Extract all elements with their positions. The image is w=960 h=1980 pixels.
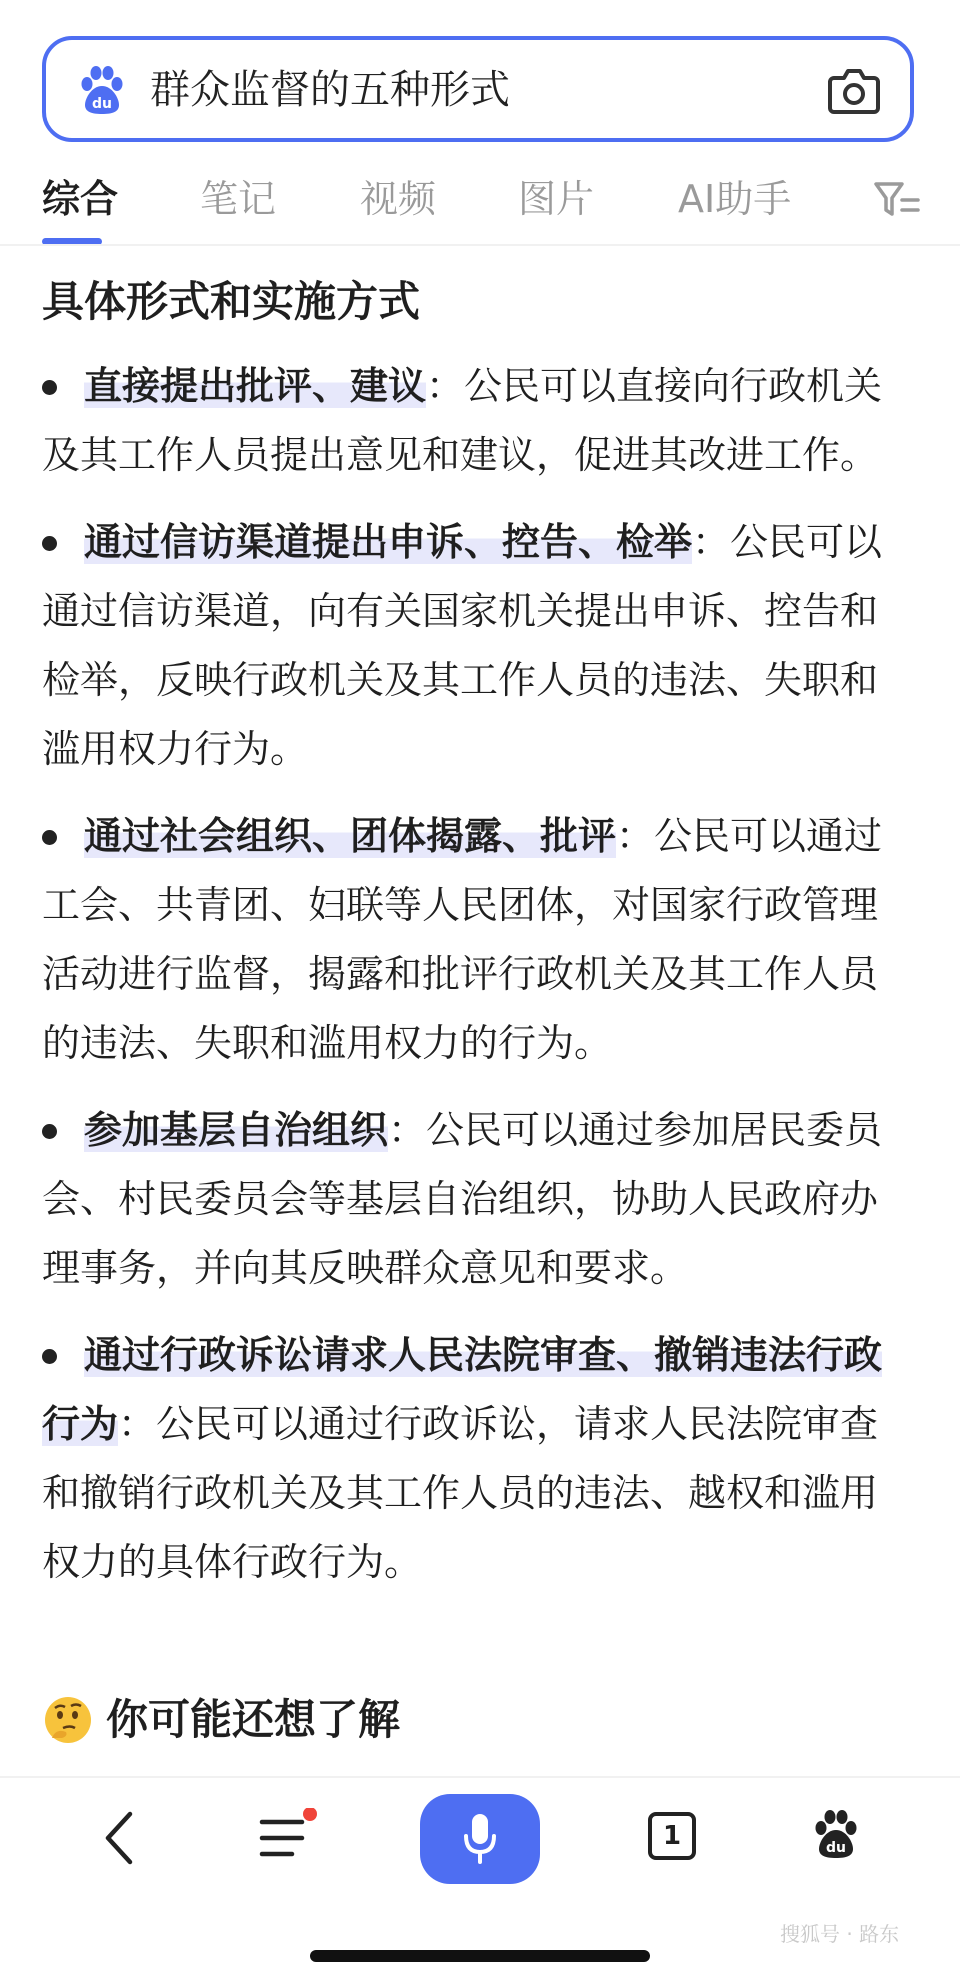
list-item	[42, 352, 892, 490]
microphone-icon	[462, 1812, 498, 1866]
divider	[0, 244, 960, 246]
tab-bar	[0, 164, 960, 244]
search-bar[interactable]	[42, 36, 914, 142]
tab-all[interactable]: 综合	[42, 177, 119, 221]
menu-icon[interactable]	[258, 1808, 322, 1868]
related-section-title	[42, 1690, 400, 1750]
back-arrow-icon[interactable]	[100, 1808, 140, 1868]
item-title: 直接提出批评、建议	[84, 364, 427, 408]
bullet	[42, 830, 57, 845]
bullet	[42, 536, 57, 551]
list-item	[42, 508, 892, 784]
item-title: 通过信访渠道提出申诉、控告、检举	[84, 520, 693, 564]
list-item	[42, 1321, 892, 1597]
tab-ai-assistant[interactable]: AI助手	[678, 177, 792, 221]
baidu-paw-icon[interactable]	[810, 1808, 862, 1860]
bullet	[42, 380, 57, 395]
item-description: ：公民可以通过参加居民委员会、村民委员会等基层自治组织，协助人民政府办理事务，并向其反映群众意见和要求。	[42, 1108, 883, 1290]
camera-icon[interactable]	[826, 64, 882, 116]
thinking-face-icon	[42, 1694, 94, 1746]
bottom-navigation	[0, 1778, 960, 1918]
filter-icon[interactable]	[872, 178, 920, 222]
item-title: 参加基层自治组织	[84, 1108, 389, 1152]
svg-text:du: du	[826, 1840, 846, 1856]
svg-text:du: du	[92, 96, 112, 112]
tab-notes[interactable]: 笔记	[200, 177, 277, 221]
section-title: 具体形式和实施方式	[42, 277, 421, 326]
item-description: ：公民可以直接向行政机关及其工作人员提出意见和建议，促进其改进工作。	[42, 364, 883, 477]
voice-search-button[interactable]	[420, 1794, 540, 1884]
search-input[interactable]: 群众监督的五种形式	[150, 67, 510, 113]
item-description: ：公民可以通过工会、共青团、妇联等人民团体，对国家行政管理活动进行监督，揭露和批评行政机关及其工作人员的违法、失职和滥用权力的行为。	[42, 814, 883, 1065]
item-description: ：公民可以通过行政诉讼，请求人民法院审查和撤销行政机关及其工作人员的违法、越权和滥用权力的具体行政行为。	[42, 1402, 879, 1584]
answer-content	[42, 272, 892, 1615]
bullet	[42, 1124, 57, 1139]
baidu-paw-icon[interactable]	[76, 64, 128, 116]
item-description: ：公民可以通过信访渠道，向有关国家机关提出申诉、控告和检举，反映行政机关及其工作人员的违法、失职和滥用权力行为。	[42, 520, 883, 771]
tab-images[interactable]: 图片	[518, 177, 595, 221]
item-title: 通过社会组织、团体揭露、批评	[84, 814, 617, 858]
list-item	[42, 802, 892, 1078]
home-indicator[interactable]	[310, 1950, 650, 1962]
tab-videos[interactable]: 视频	[360, 177, 437, 221]
watermark: 搜狐号 · 路东	[780, 1922, 900, 1946]
related-title-text: 你可能还想了解	[106, 1695, 401, 1744]
bullet	[42, 1349, 57, 1364]
item-title: 通过行政诉讼请求人民法院审查、撤销违法行政行为	[42, 1333, 883, 1446]
tabs-count-button[interactable]: 1	[648, 1812, 696, 1860]
list-item	[42, 1096, 892, 1303]
